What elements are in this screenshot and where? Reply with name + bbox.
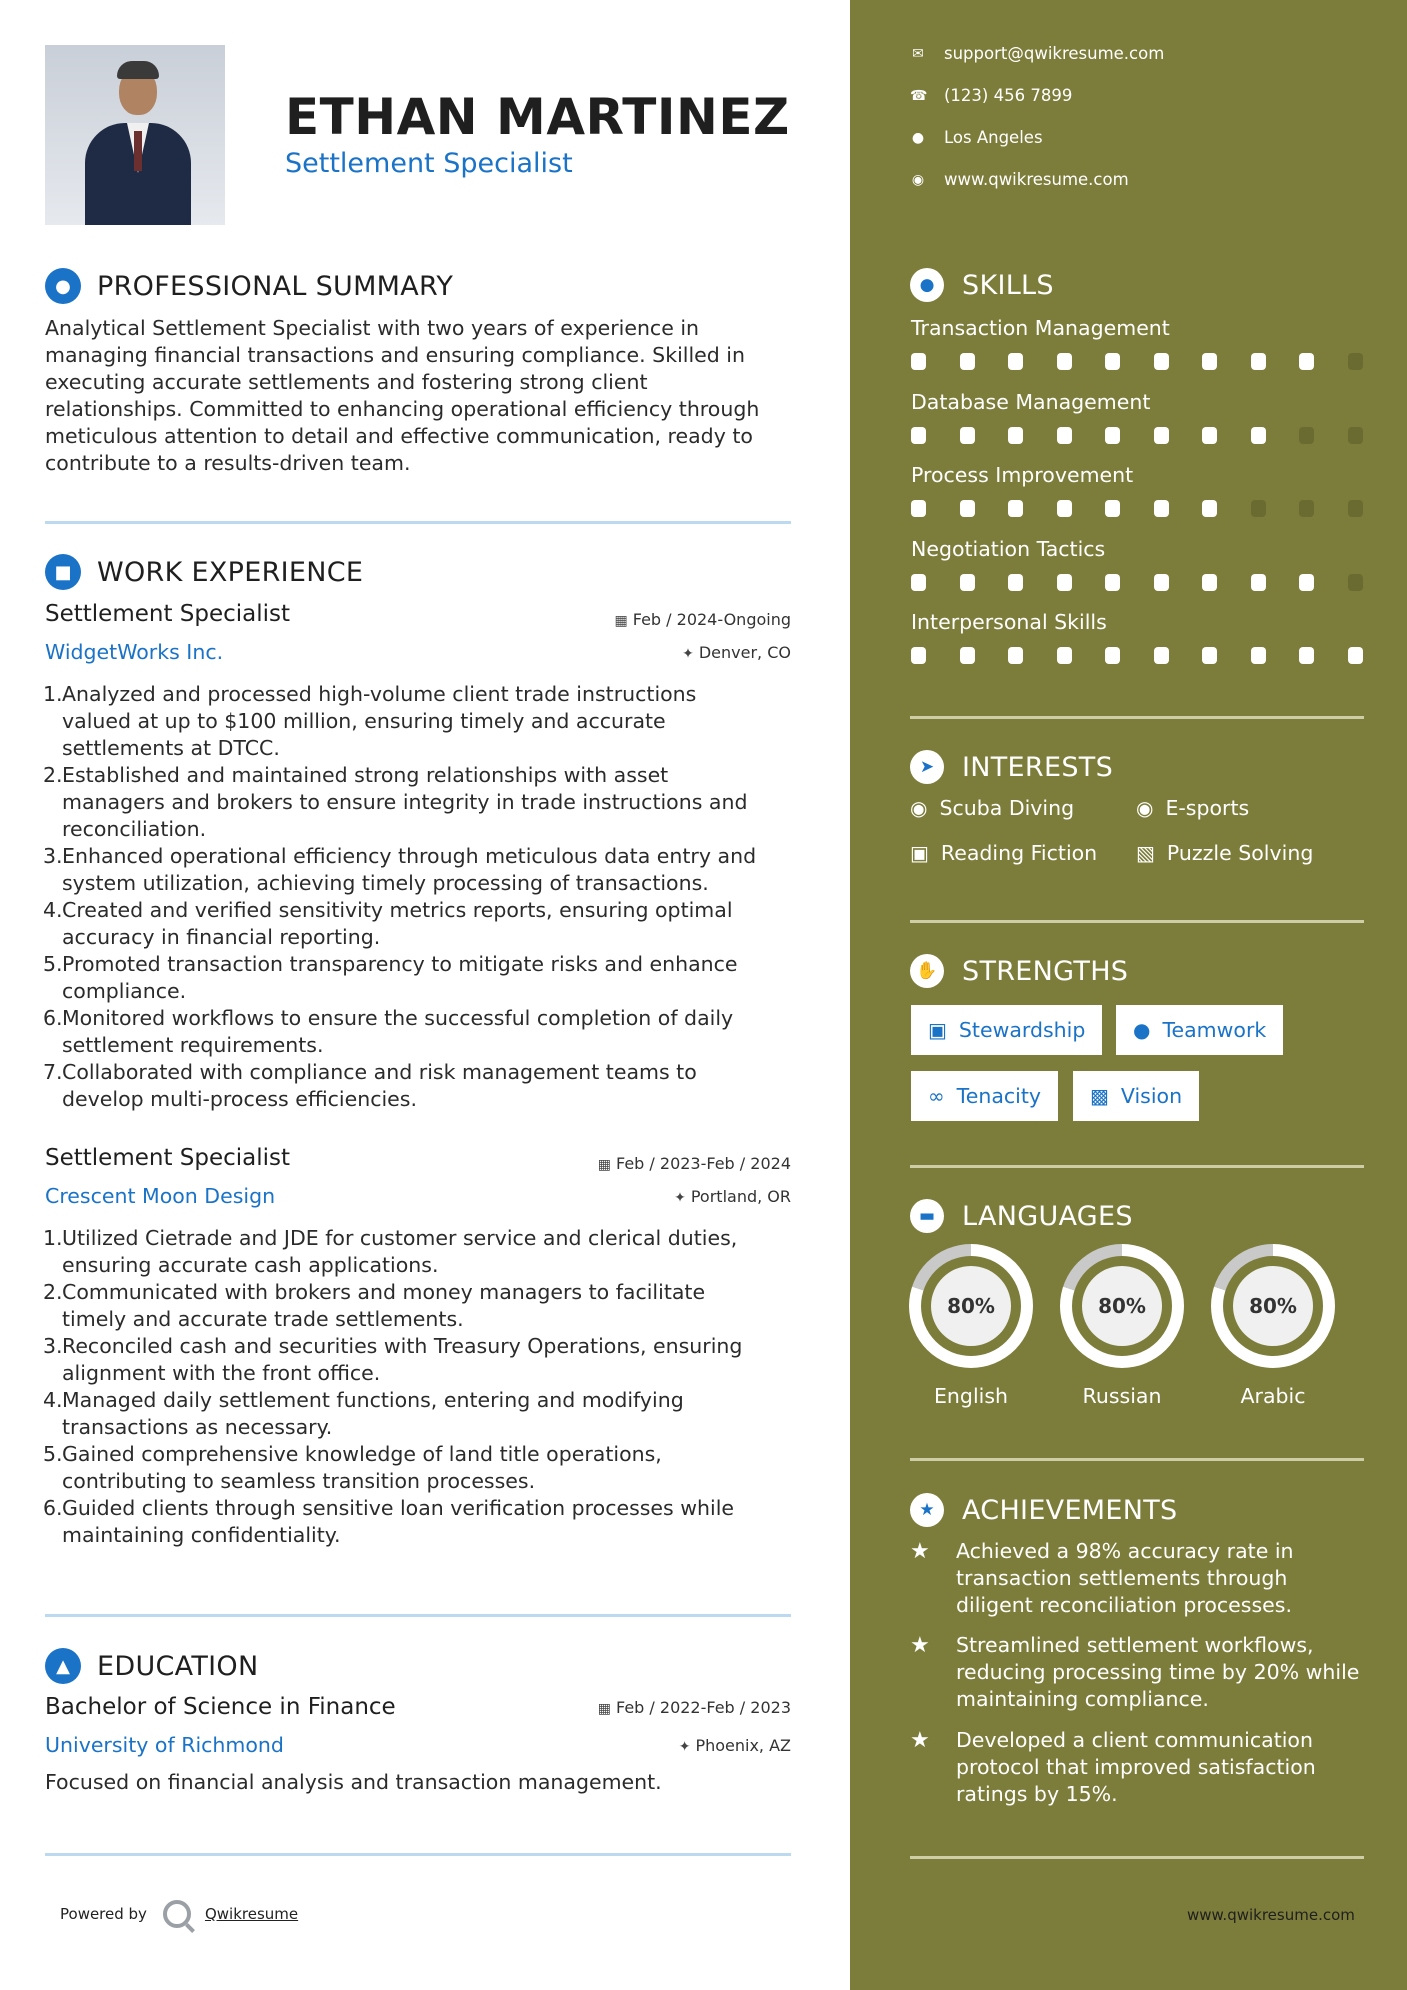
job-location: ✦ Denver, CO <box>682 643 791 662</box>
list-item: 4. Created and verified sensitivity metrics reports, ensuring optimal accuracy in financial reporting. <box>43 898 733 949</box>
achievements-heading: ACHIEVEMENTS <box>962 1494 1178 1526</box>
rating-dot <box>1299 647 1314 664</box>
job-duties <box>43 681 813 1113</box>
rating-dot <box>1057 647 1072 664</box>
achievement-item: ★ Developed a client communication protocol that improved satisfaction ratings by 15%. <box>910 1728 1316 1806</box>
link-icon: ∞ <box>928 1084 945 1108</box>
footer-website[interactable]: www.qwikresume.com <box>1187 1906 1355 1924</box>
rating-dot <box>1299 500 1314 517</box>
rating-dot <box>1202 427 1217 444</box>
education-location: ✦ Phoenix, AZ <box>678 1736 791 1755</box>
language-icon: ▬ <box>910 1199 944 1233</box>
list-item: 7. Collaborated with compliance and risk management teams to develop multi-process efficiencies. <box>43 1060 697 1111</box>
life-ring-icon: ◉ <box>910 796 928 820</box>
language-percent: 80% <box>931 1266 1011 1346</box>
languages-heading: LANGUAGES <box>962 1200 1133 1232</box>
section-divider <box>45 1614 791 1617</box>
rating-dot <box>911 427 926 444</box>
skill-rating <box>911 353 1396 370</box>
interest-item: ▣ Reading Fiction <box>910 841 1098 865</box>
skill-rating <box>911 427 1396 444</box>
rating-dot <box>960 574 975 591</box>
interest-item: ▧ Puzzle Solving <box>1136 841 1314 865</box>
language-name: Arabic <box>1240 1384 1306 1408</box>
rating-dot <box>1105 574 1120 591</box>
education-description: Focused on financial analysis and transaction management. <box>45 1770 662 1794</box>
school-name: University of Richmond <box>45 1733 284 1757</box>
gamepad-icon: ▣ <box>910 841 929 865</box>
skills-heading: SKILLS <box>962 269 1054 301</box>
strength-badge: ▩ Vision <box>1073 1071 1199 1121</box>
strength-badge: ▣ Stewardship <box>911 1005 1102 1055</box>
skill-rating <box>911 574 1396 591</box>
strength-badge: ∞ Tenacity <box>911 1071 1058 1121</box>
rating-dot <box>1154 427 1169 444</box>
rating-dot <box>1202 353 1217 370</box>
strength-badge: ● Teamwork <box>1116 1005 1283 1055</box>
language-name: Russian <box>1082 1384 1162 1408</box>
section-divider <box>910 920 1364 923</box>
users-icon: ● <box>1133 1018 1151 1042</box>
job-date: ▦ Feb / 2023-Feb / 2024 <box>597 1154 791 1173</box>
calendar-icon: ▦ <box>597 1701 611 1717</box>
list-item: 2. Established and maintained strong relationships with asset managers and brokers to ensure integrity in trade instructions and reconciliation. <box>43 763 748 841</box>
summary-heading: PROFESSIONAL SUMMARY <box>97 270 454 302</box>
skills-header <box>910 268 1054 302</box>
rating-dot <box>960 500 975 517</box>
language-item <box>1211 1244 1335 1408</box>
job-date: ▦ Feb / 2024-Ongoing <box>614 610 791 629</box>
education-header <box>45 1648 258 1684</box>
shooting-star-icon: ★ <box>910 1539 930 1564</box>
rating-dot <box>1008 427 1023 444</box>
qwikresume-logo-icon <box>163 1900 191 1928</box>
achievement-item: ★ Achieved a 98% accuracy rate in transaction settlements through diligent reconciliation processes. <box>910 1539 1294 1617</box>
section-divider <box>910 1165 1364 1168</box>
profile-photo <box>45 45 225 225</box>
skill-name: Process Improvement <box>911 463 1134 487</box>
shooting-star-icon: ★ <box>910 1633 930 1658</box>
book-icon: ▧ <box>1136 841 1155 865</box>
pin-icon: ✦ <box>682 646 694 662</box>
job-title: Settlement Specialist <box>45 601 291 627</box>
star-badge-icon: ★ <box>910 1493 944 1527</box>
rating-dot <box>911 574 926 591</box>
rating-dot <box>1008 574 1023 591</box>
shooting-star-icon: ★ <box>910 1728 930 1753</box>
rating-dot <box>1348 353 1363 370</box>
rating-dot <box>1348 647 1363 664</box>
life-ring-icon: ◉ <box>1136 796 1154 820</box>
candidate-name: ETHAN MARTINEZ <box>285 88 790 146</box>
language-percent: 80% <box>1082 1266 1162 1346</box>
rating-dot <box>911 647 926 664</box>
rating-dot <box>1105 427 1120 444</box>
pin-icon: ✦ <box>678 1739 691 1755</box>
rating-dot <box>1251 647 1266 664</box>
interest-item: ◉ E-sports <box>1136 796 1250 820</box>
rating-dot <box>1251 500 1266 517</box>
contact-phone[interactable]: ☎ (123) 456 7899 <box>910 86 1073 105</box>
language-progress-ring <box>1060 1244 1184 1368</box>
section-divider <box>910 716 1364 719</box>
interests-heading: INTERESTS <box>962 751 1114 783</box>
section-divider <box>45 521 791 524</box>
skill-name: Negotiation Tactics <box>911 536 1106 561</box>
language-percent: 80% <box>1233 1266 1313 1346</box>
skill-rating <box>911 500 1396 517</box>
languages-header <box>910 1199 1133 1233</box>
list-item: 5. Gained comprehensive knowledge of land title operations, contributing to seamless transition processes. <box>43 1442 662 1493</box>
rating-dot <box>1299 353 1314 370</box>
rating-dot <box>960 647 975 664</box>
pin-icon: ✦ <box>674 1190 686 1206</box>
location-pin-icon: ● <box>911 129 925 146</box>
list-item: 3. Enhanced operational efficiency through meticulous data entry and system utilization, achieving timely processing of transactions. <box>43 844 757 895</box>
rating-dot <box>1008 500 1023 517</box>
globe-icon: ◉ <box>911 171 925 188</box>
phone-icon: ☎ <box>910 87 928 104</box>
contact-website[interactable]: ◉ www.qwikresume.com <box>911 170 1129 189</box>
job-location: ✦ Portland, OR <box>674 1187 791 1206</box>
rating-dot <box>1299 427 1314 444</box>
brand-link[interactable]: Qwikresume <box>204 1905 299 1923</box>
list-item: 6. Guided clients through sensitive loan verification processes while maintaining confidentiality. <box>43 1496 735 1547</box>
rating-dot <box>1202 500 1217 517</box>
rating-dot <box>960 427 975 444</box>
summary-header <box>45 268 453 304</box>
job-duties <box>43 1225 813 1549</box>
job-title: Settlement Specialist <box>45 1145 291 1171</box>
list-item: 3. Reconciled cash and securities with Treasury Operations, ensuring alignment with the front office. <box>43 1334 743 1385</box>
contact-location: ● Los Angeles <box>911 128 1043 147</box>
list-item: 6. Monitored workflows to ensure the successful completion of daily settlement requirements. <box>43 1006 734 1057</box>
rating-dot <box>1348 427 1363 444</box>
powered-by: Powered by Qwikresume <box>60 1900 298 1928</box>
list-item: 1. Utilized Cietrade and JDE for customer service and clerical duties, ensuring accurate cash applications. <box>43 1226 738 1277</box>
rating-dot <box>1057 427 1072 444</box>
section-divider <box>45 1853 791 1856</box>
calendar-icon: ▦ <box>614 613 628 629</box>
strengths-heading: STRENGTHS <box>962 955 1129 987</box>
rating-dot <box>1251 574 1266 591</box>
strengths-header <box>910 954 1128 988</box>
rating-dot <box>1202 647 1217 664</box>
list-item: 4. Managed daily settlement functions, entering and modifying transactions as necessary. <box>43 1388 684 1439</box>
candidate-title: Settlement Specialist <box>285 148 573 179</box>
work-header <box>45 554 363 590</box>
language-progress-ring <box>909 1244 1033 1368</box>
language-progress-ring <box>1211 1244 1335 1368</box>
degree-title: Bachelor of Science in Finance <box>45 1694 396 1720</box>
interest-item: ◉ Scuba Diving <box>910 796 1075 820</box>
rating-dot <box>911 500 926 517</box>
education-heading: EDUCATION <box>97 1650 259 1682</box>
rating-dot <box>1105 500 1120 517</box>
work-heading: WORK EXPERIENCE <box>97 556 364 588</box>
rating-dot <box>1008 353 1023 370</box>
envelope-icon: ✉ <box>912 45 924 62</box>
list-item: 5. Promoted transaction transparency to mitigate risks and enhance compliance. <box>43 952 738 1003</box>
fist-icon: ✋ <box>910 954 944 988</box>
section-divider <box>910 1856 1364 1859</box>
calendar-icon: ▦ <box>597 1157 611 1173</box>
interests-header <box>910 750 1113 784</box>
rating-dot <box>1105 353 1120 370</box>
graduate-icon: ▲ <box>45 1648 81 1684</box>
education-date: ▦ Feb / 2022-Feb / 2023 <box>597 1698 791 1717</box>
rating-dot <box>1251 353 1266 370</box>
language-name: English <box>933 1384 1009 1408</box>
achievement-item: ★ Streamlined settlement workflows, reducing processing time by 20% while maintaining compliance. <box>910 1633 1360 1711</box>
job-company: WidgetWorks Inc. <box>45 640 224 664</box>
skill-name: Database Management <box>911 389 1151 414</box>
summary-text: Analytical Settlement Specialist with two years of experience in managing financial transactions and ensuring compliance. Skilled in executing accurate settlements and fostering strong client relationships. Committed to enhancing operational efficiency through meticulous attention to detail and effective communication, ready to contribute to a results-driven team. <box>45 316 760 475</box>
rating-dot <box>1348 574 1363 591</box>
skill-name: Transaction Management <box>911 316 1170 340</box>
rating-dot <box>1154 574 1169 591</box>
rating-dot <box>1154 500 1169 517</box>
rating-dot <box>1251 427 1266 444</box>
rating-dot <box>1154 647 1169 664</box>
user-icon: ● <box>45 268 81 304</box>
skill-rating <box>911 647 1396 664</box>
lightbulb-icon: ● <box>910 268 944 302</box>
section-divider <box>910 1458 1364 1461</box>
rating-dot <box>911 353 926 370</box>
language-item <box>909 1244 1033 1408</box>
skill-name: Interpersonal Skills <box>911 610 1107 634</box>
rating-dot <box>1202 574 1217 591</box>
office-chair-icon: ■ <box>45 554 81 590</box>
briefcase-icon: ▣ <box>928 1018 947 1042</box>
rating-dot <box>1348 500 1363 517</box>
rating-dot <box>1008 647 1023 664</box>
rating-dot <box>1057 574 1072 591</box>
job-company: Crescent Moon Design <box>45 1184 276 1208</box>
rating-dot <box>1154 353 1169 370</box>
binoculars-icon: ▩ <box>1090 1084 1109 1108</box>
rating-dot <box>1057 500 1072 517</box>
language-item <box>1060 1244 1184 1408</box>
list-item: 1. Analyzed and processed high-volume client trade instructions valued at up to $100 million, ensuring timely and accurate settlements at DTCC. <box>43 682 697 760</box>
rating-dot <box>960 353 975 370</box>
rating-dot <box>1299 574 1314 591</box>
contact-email[interactable]: ✉ support@qwikresume.com <box>910 44 1164 63</box>
paper-plane-icon: ➤ <box>910 750 944 784</box>
rating-dot <box>1057 353 1072 370</box>
list-item: 2. Communicated with brokers and money managers to facilitate timely and accurate trade settlements. <box>43 1280 706 1331</box>
rating-dot <box>1105 647 1120 664</box>
achievements-header <box>910 1493 1178 1527</box>
